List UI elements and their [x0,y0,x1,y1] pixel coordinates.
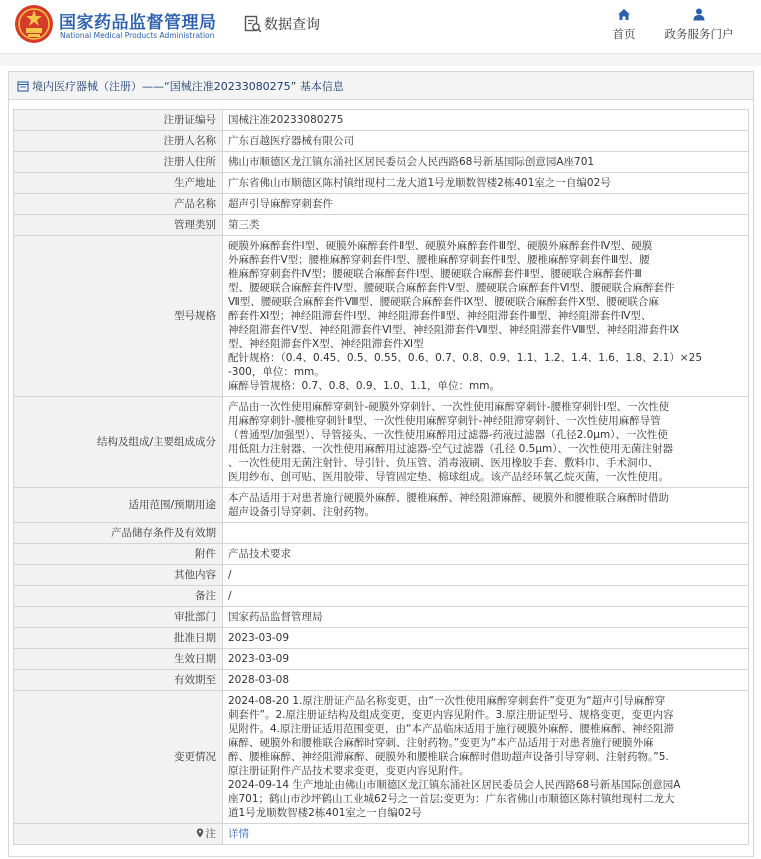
row-label: 注册人名称 [14,131,223,152]
text-line: 外麻醉套件Ⅴ型；腰椎麻醉穿刺套件Ⅰ型、腰椎麻醉穿刺套件Ⅱ型、腰椎麻醉穿刺套件Ⅲ型、腰 [228,254,650,266]
text-line: 座701；鹤山市沙坪鹤山工业城62号之一首层;变更为：广东省佛山市顺德区陈村镇绀现村二龙大 [228,793,675,805]
text-line: 见附件。4.原注册证适用范围变更，由“本产品临床适用于施行硬膜外麻醉、腰椎麻醉、神经阻滞 [228,723,674,735]
row-label: 生产地址 [14,173,223,194]
text-line: 配针规格：（0.4、0.45、0.5、0.55、0.6、0.7、0.8、0.9、1.1、1.2、1.4、1.6、1.8、2.1）×25 [228,352,703,364]
panel-title-bar [9,72,753,100]
text-line: Ⅶ型、腰硬联合麻醉套件Ⅷ型、腰硬联合麻醉套件Ⅸ型、腰硬联合麻醉套件Ⅹ型、腰硬联合麻 [228,296,659,308]
nav-portal-label: 政务服务门户 [664,27,734,41]
table-row [14,824,749,845]
text-line: 用低阻力注射器、一次性使用麻醉用过滤器-空气过滤器（孔径 0.5μm）、一次性使用无菌注射器 [228,443,673,455]
nav-home[interactable] [602,8,646,42]
table-row [14,628,749,649]
row-label: 管理类别 [14,215,223,236]
row-label: 产品名称 [14,194,223,215]
row-label: 审批部门 [14,607,223,628]
user-icon [693,8,705,21]
org-name-en: National Medical Products Administration [60,31,215,40]
text-line: 产品由一次性使用麻醉穿刺针-硬膜外穿刺针、一次性使用麻醉穿刺针-腰椎穿刺针Ⅰ型、一次性使 [228,401,670,413]
row-value: 广东省佛山市顺德区陈村镇绀现村二龙大道1号龙顺数智楼2栋401室之一自编02号 [223,173,749,194]
row-label-note [14,824,223,845]
row-value: 产品技术要求 [223,544,749,565]
text-line: 道1号龙顺数智楼2栋401室之一自编02号 [228,807,422,819]
row-label: 附件 [14,544,223,565]
text-line: 硬膜外麻醉套件Ⅰ型、硬膜外麻醉套件Ⅱ型、硬膜外麻醉套件Ⅲ型、硬膜外麻醉套件Ⅳ型、硬膜 [228,240,653,252]
row-value: / [223,565,749,586]
row-value: 广东百越医疗器械有限公司 [223,131,749,152]
data-search-link[interactable]: 数据查询 [264,17,320,33]
row-value-changes [223,691,749,824]
row-value-model [223,236,749,397]
text-line: 型、腰硬联合麻醉套件Ⅳ型、腰硬联合麻醉套件Ⅴ型、腰硬联合麻醉套件Ⅵ型、腰硬联合麻醉套件 [228,282,675,294]
row-label: 注册证编号 [14,110,223,131]
table-row [14,131,749,152]
row-value: 超声引导麻醉穿刺套件 [223,194,749,215]
row-value: 国家药品监督管理局 [223,607,749,628]
text-line: 2024-09-14 生产地址由佛山市顺德区龙江镇东涌社区居民委员会人民西路68号新基国际创意园A [228,779,681,791]
table-row [14,152,749,173]
text-line: -300，单位：mm。 [228,366,325,378]
row-label: 适用范围/预期用途 [14,488,223,523]
text-line: 型、神经阻滞套件Ⅹ型、神经阻滞套件Ⅺ型 [228,338,424,350]
row-label: 其他内容 [14,565,223,586]
text-line: （普通型/加强型）、导管接头、一次性使用麻醉用过滤器-药液过滤器（孔径2.0μm）、一次性使 [228,429,668,441]
info-table [13,109,749,845]
nav-home-label: 首页 [612,27,636,41]
table-row [14,488,749,523]
header-divider-strip [0,54,761,66]
row-value: 国械注准20233080275 [223,110,749,131]
table-row [14,691,749,824]
note-label: 注 [205,828,216,840]
row-label: 备注 [14,586,223,607]
text-line: 醉、腰椎麻醉、神经阻滞麻醉、硬膜外和腰椎联合麻醉时借助超声设备引导穿刺、注射药物。”5. [228,751,669,763]
row-label: 注册人住所 [14,152,223,173]
row-label: 型号规格 [14,236,223,397]
row-label: 产品储存条件及有效期 [14,523,223,544]
text-line: 椎麻醉穿刺套件Ⅳ型；腰硬联合麻醉套件Ⅰ型、腰硬联合麻醉套件Ⅱ型、腰硬联合麻醉套件Ⅲ [228,268,642,280]
table-row [14,110,749,131]
table-row [14,523,749,544]
document-icon [17,80,29,92]
site-header [0,0,761,54]
text-line: 2024-08-20 1.原注册证产品名称变更，由“一次性使用麻醉穿刺套件”变更为“超声引导麻醉穿 [228,695,666,707]
table-row [14,215,749,236]
text-line: 醉套件Ⅺ型；神经阻滞套件Ⅰ型、神经阻滞套件Ⅱ型、神经阻滞套件Ⅲ型、神经阻滞套件Ⅳ型、 [228,310,652,322]
row-value: 2028-03-08 [223,670,749,691]
table-row [14,670,749,691]
table-row [14,397,749,488]
text-line: 神经阻滞套件Ⅴ型、神经阻滞套件Ⅵ型、神经阻滞套件Ⅶ型、神经阻滞套件Ⅷ型、神经阻滞套件Ⅸ [228,324,680,336]
table-row [14,586,749,607]
detail-panel [8,71,754,857]
text-line: 本产品适用于对患者施行硬膜外麻醉、腰椎麻醉、神经阻滞麻醉、硬膜外和腰椎联合麻醉时借助 [228,492,669,504]
row-value [223,523,749,544]
row-value-scope [223,488,749,523]
row-label: 批准日期 [14,628,223,649]
text-line: 麻醉、硬膜外和腰椎联合麻醉时穿刺、注射药物。”变更为“本产品适用于对患者施行硬膜外麻 [228,737,654,749]
panel-title: 境内医疗器械（注册）——“国械注准20233080275” 基本信息 [32,79,344,93]
table-row [14,194,749,215]
text-line: 麻醉导管规格：0.7、0.8、0.9、1.0、1.1，单位：mm。 [228,380,500,392]
row-value: 佛山市顺德区龙江镇东涌社区居民委员会人民西路68号新基国际创意园A座701 [223,152,749,173]
data-search-icon[interactable] [244,15,262,33]
row-value [223,824,749,845]
home-icon [617,8,631,21]
table-row [14,544,749,565]
row-value: 2023-03-09 [223,628,749,649]
org-name-cn: 国家药品监督管理局 [59,13,217,33]
row-value: 2023-03-09 [223,649,749,670]
table-row [14,607,749,628]
row-value: 第三类 [223,215,749,236]
row-value: / [223,586,749,607]
location-pin-icon [196,828,204,838]
text-line: 刺套件”。2.原注册证结构及组成变更，变更内容见附件。3.原注册证型号、规格变更，变更内容 [228,709,674,721]
text-line: 超声设备引导穿刺、注射药物。 [228,506,375,518]
table-row [14,649,749,670]
row-label: 有效期至 [14,670,223,691]
table-row [14,565,749,586]
row-label: 结构及组成/主要组成成分 [14,397,223,488]
row-label: 生效日期 [14,649,223,670]
nav-portal[interactable] [656,8,742,42]
national-emblem-icon [14,4,54,44]
table-row [14,236,749,397]
table-row [14,173,749,194]
row-value-structure [223,397,749,488]
text-line: 用麻醉穿刺针-腰椎穿刺针Ⅱ型、一次性使用麻醉穿刺针-神经阻滞穿刺针、一次性使用麻醉导管 [228,415,661,427]
details-link[interactable]: 详情 [228,828,249,840]
text-line: 医用纱布、创可贴、医用胶带、导管固定垫、棉球组成。该产品经环氧乙烷灭菌，一次性使用。 [228,471,669,483]
text-line: 原注册证附件产品技术要求变更，变更内容见附件。 [228,765,470,777]
row-label: 变更情况 [14,691,223,824]
text-line: 、一次性使用无菌注射针、导引针、负压管、消毒液刷、医用橡胶手套、敷料巾、手术洞巾、 [228,457,659,469]
